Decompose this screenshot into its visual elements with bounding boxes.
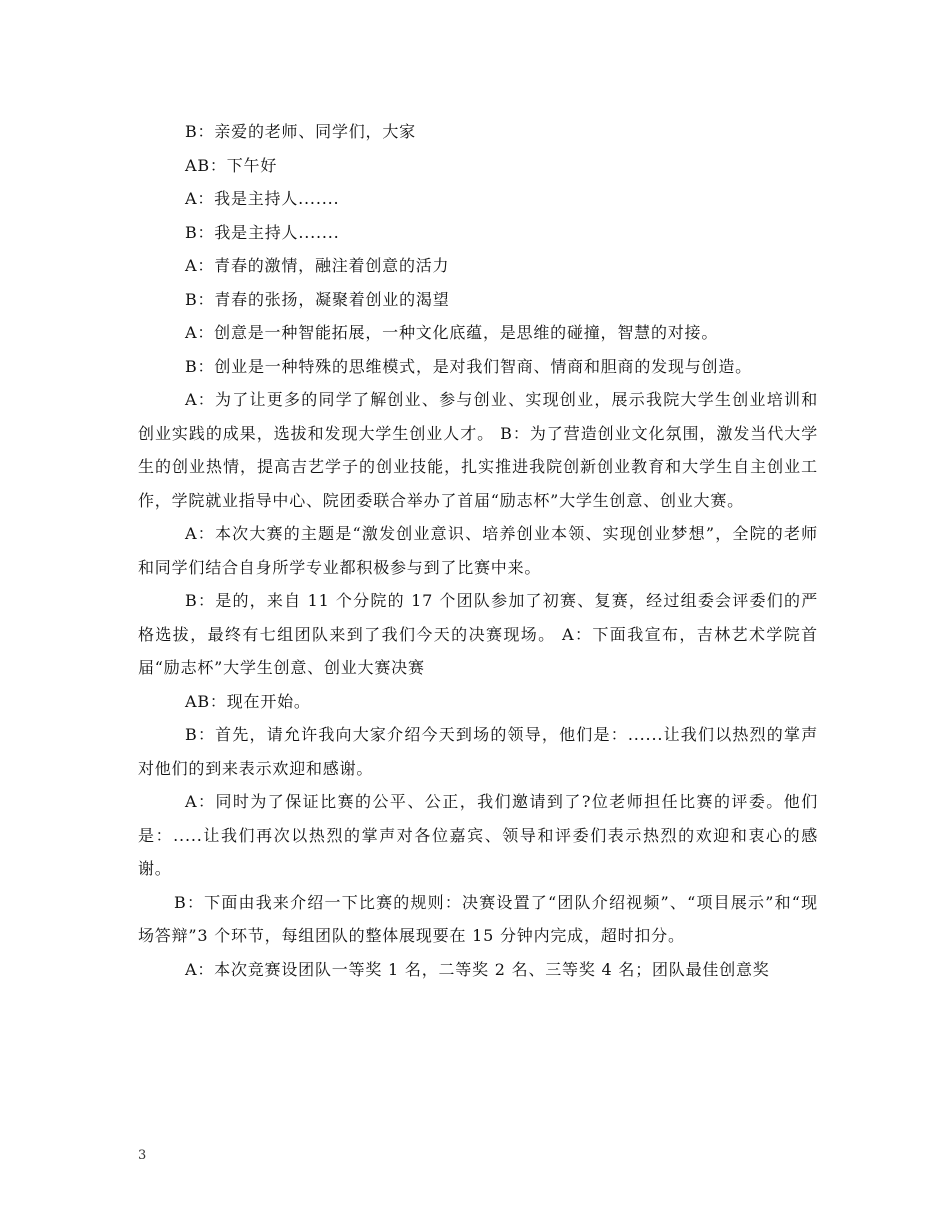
paragraph: B：青春的张扬，凝聚着创业的渴望 (185, 289, 450, 309)
document-body (138, 115, 818, 986)
paragraph: B：创业是一种特殊的思维模式，是对我们智商、情商和胆商的发现与创造。 (185, 356, 752, 376)
paragraph: B：首先，请允许我向大家介绍今天到场的领导，他们是：......让我们以热烈的掌声对他们的到来表示欢迎和感谢。 (138, 725, 818, 778)
paragraph: A：本次竞赛设团队一等奖 1 名，二等奖 2 名、三等奖 4 名；团队最佳创意奖 (185, 959, 770, 979)
paragraph: A：我是主持人....... (185, 189, 340, 208)
paragraph: A：本次大赛的主题是“激发创业意识、培养创业本领、实现创业梦想”，全院的老师和同学们结合自身所学专业都积极参与到了比赛中来。 (138, 524, 818, 577)
paragraph: A：为了让更多的同学了解创业、参与创业、实现创业，展示我院大学生创业培训和创业实践的成果，选拔和发现大学生创业人才。 B：为了营造创业文化氛围，激发当代大学生的创业热情，提高吉艺学子的创业技能，扎实推进我院创新创业教育和大学生自主创业工作，学院就业指导中心、院团委联合举办了首届“励志杯”大学生创意、创业大赛。 (138, 390, 818, 510)
paragraph: B：下面由我来介绍一下比赛的规则：决赛设置了“团队介绍视频”、“项目展示”和“现场答辩”3 个环节，每组团队的整体展现要在 15 分钟内完成，超时扣分。 (138, 892, 818, 945)
paragraph: B：亲爱的老师、同学们，大家 (185, 122, 416, 141)
paragraph: A：青春的激情，融注着创意的活力 (185, 256, 450, 275)
paragraph: B：我是主持人....... (185, 222, 340, 242)
page-number: 3 (138, 1148, 147, 1163)
paragraph: A：同时为了保证比赛的公平、公正，我们邀请到了?位老师担任比赛的评委。他们是：.....让我们再次以热烈的掌声对各位嘉宾、领导和评委们表示热烈的欢迎和衷心的感谢。 (138, 792, 818, 878)
paragraph: AB：下午好 (185, 155, 278, 175)
paragraph: A：创意是一种智能拓展，一种文化底蕴，是思维的碰撞，智慧的对接。 (185, 323, 719, 342)
paragraph: AB：现在开始。 (185, 691, 311, 711)
paragraph: B：是的，来自 11 个分院的 17 个团队参加了初赛、复赛，经过组委会评委们的严格选拔，最终有七组团队来到了我们今天的决赛现场。 A：下面我宣布，吉林艺术学院首届“励志杯”大学生创意、创业大赛决赛 (138, 591, 818, 677)
